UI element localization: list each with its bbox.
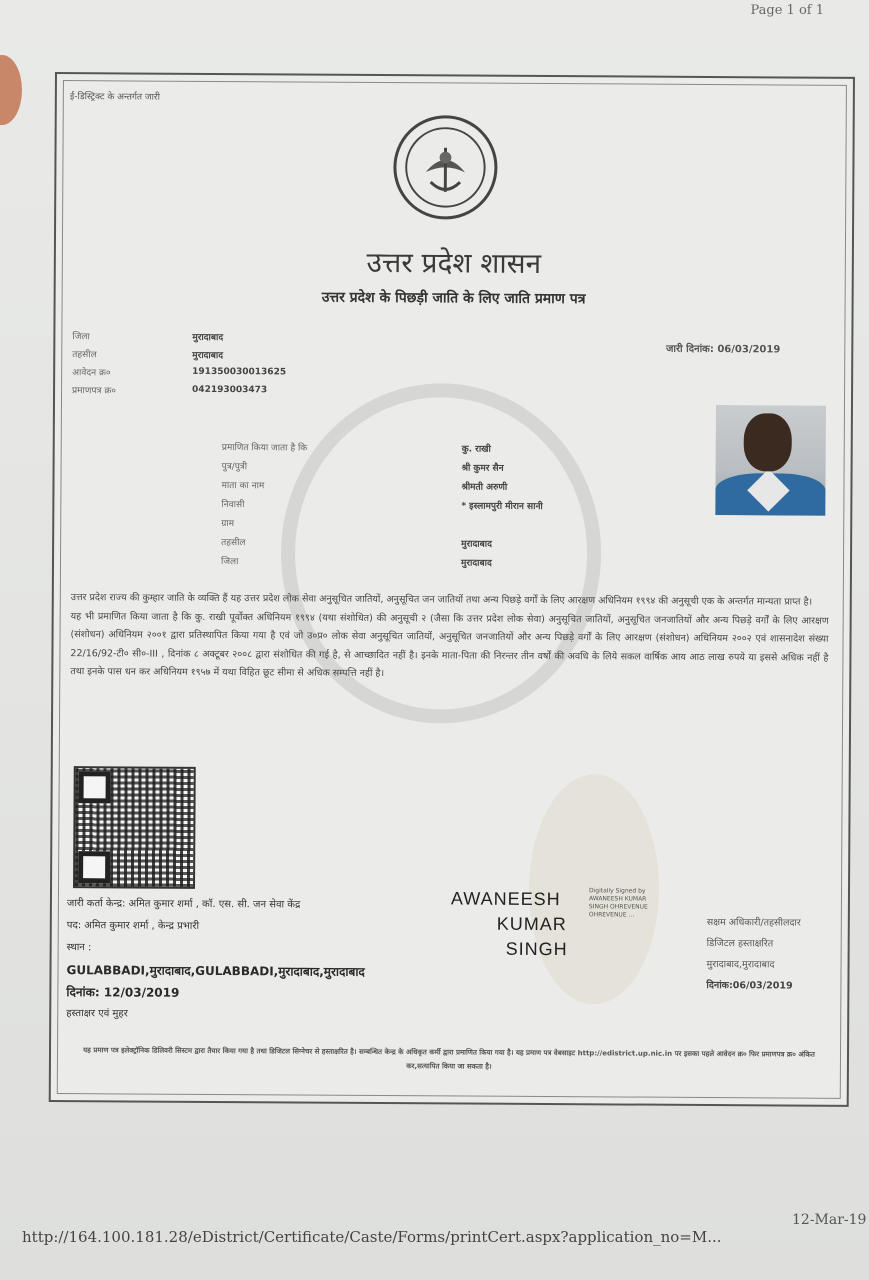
detail-row: माता का नाम श्रीमती अरुणी xyxy=(221,481,508,493)
centre-date: दिनांक: 12/03/2019 xyxy=(66,985,180,1000)
meta-row: तहसील मुरादाबाद xyxy=(72,349,224,361)
issuing-centre-block xyxy=(66,893,365,1027)
issued-under-label: ई-डिस्ट्रिक्ट के अन्तर्गत जारी xyxy=(69,92,161,103)
issue-date: जारी दिनांक: 06/03/2019 xyxy=(665,343,781,356)
meta-row: आवेदन क्र० 191350030013625 xyxy=(72,366,287,378)
government-title: उत्तर प्रदेश शासन xyxy=(366,245,542,280)
up-govt-emblem-icon xyxy=(393,115,498,220)
certificate-title: उत्तर प्रदेश के पिछड़ी जाति के लिए जाति प्रमाण पत्र xyxy=(321,289,586,308)
certificate-body xyxy=(70,589,829,686)
detail-row: तहसील मुरादाबाद xyxy=(221,538,492,550)
detail-row: ग्राम xyxy=(221,519,235,530)
verification-note: यह प्रमाण पत्र इलेक्ट्रॉनिक डिलिवरी सिस्टम द्वारा तैयार किया गया है तथा डिजिटल सिग्नेचर से हस्ताक्षरित है। सम्बन्धित केन्द्र के अधिकृत कर्मी द्वारा प्रमाणित किया गया है। यह प्रमाण पत्र वेबसाइट http://edistrict.up.nic.in पर इसका पहले आवेदन क्र० फिर प्रमाणपत्र क्र० अंकित कर,सत्यापित किया जा सकता है। xyxy=(83,1046,815,1071)
applicant-photo xyxy=(715,405,826,516)
print-date: 12-Mar-19 xyxy=(792,1212,867,1228)
finger-in-photo xyxy=(0,55,22,125)
page-number: Page 1 of 1 xyxy=(750,3,824,18)
certificate xyxy=(49,72,855,1107)
place-label: स्थान : xyxy=(66,942,92,954)
detail-row: पुत्र/पुत्री श्री कुमर सैन xyxy=(221,462,504,474)
detail-row: प्रमाणित किया जाता है कि कु. राखी xyxy=(221,443,491,455)
body-paragraph: यह भी प्रमाणित किया जाता है कि कु. राखी पूर्वोक्त अधिनियम १९९४ (यथा संशोधित) की अनुसूची २ (जैसा कि उत्तर प्रदेश लोक सेवा) अनुसूचित जातियों, अनुसूचित जनजातियों और अन्य पिछड़े वर्गों के लिए आरक्षण (संशोधन) अधिनियम २००१ द्वारा प्रतिस्थापित किया गया है एवं जो उ०प्र० लोक सेवा अनुसूचित जातियों, अनुसूचित जनजातियों और अन्य पिछड़े वर्गों के लिए आरक्षण (संशोधन) अधिनियम २००२ एवं शासनादेश संख्या 22/16/92-टी० सी०-III , दिनांक ८ अक्टूबर २००८ द्वारा संशोधित की गई है, से आच्छादित नहीं है। इनके माता-पिता की निरन्तर तीन वर्षों की अवधि के लिये सकल वार्षिक आय आठ लाख रुपये या इससे अधिक नहीं है तथा इनके पास धन कर अधिनियम १९५७ में यथा विहित छूट सीमा से अधिक सम्पत्ति नहीं है। xyxy=(70,610,829,680)
issuing-centre: जारी कर्ता केन्द्र: अमित कुमार शर्मा , कॉ. एस. सी. जन सेवा केंद्र xyxy=(66,898,301,911)
certificate-border: ई-डिस्ट्रिक्ट के अन्तर्गत जारी उत्तर प्रदेश शासन उत्तर प्रदेश के पिछड़ी जाति के लिए जाति प्रमाण पत्र जिला मुरादाबाद तहसील मुरादाबाद आवेदन क्र० 191350030013625 प्रमाणपत्र क्र० 042193003473 जारी दिनांक: 06/03/2019 प्रमाणित किया जाता है कि कु. राखी पुत्र/पुत्री श्री कुमर सैन माता का नाम श्रीमती अरुणी निवासी * इस्लामपुरी मीरान सानी ग्राम तहसील मुरादाबाद जिला मुरादाबाद उत्तर प्रदेश राज्य की कुम्हार जाति के व्यक्ति हैं यह उत्तर प्रदेश लोक सेवा अनुसूचित जातियों, अनुसूचित जन जातियों तथा अन्य पिछड़े वर्गों के लिए आरक्षण अधिनियम १९९४ की अनुसूची एक के अन्तर्गत मान्यता प्राप्त है। यह भी प्रमाणित किया जाता है कि कु. राखी पूर्वोक्त अधिनियम १९९४ (यथा संशोधित) की अनुसूची २ (जैसा कि उत्तर प्रदेश लोक सेवा) अनुसूचित जातियों, अनुसूचित जनजातियों और अन्य पिछड़े वर्गों के लिए आरक्षण (संशोधन) अधिनियम २००१ द्वारा प्रतिस्थापित किया गया है एवं जो उ०प्र० लोक सेवा अनुसूचित जातियों, अनुसूचित जनजातियों और अन्य पिछड़े वर्गों के लिए आरक्षण (संशोधन) अधिनियम २००२ एवं शासनादेश संख्या 22/16/92-टी० सी०-III , दिनांक ८ अक्टूबर २००८ द्वारा संशोधित की गई है, से आच्छादित नहीं है। इनके माता-पिता की निरन्तर तीन वर्षों की अवधि के लिये सकल वार्षिक आय आठ लाख रुपये या इससे अधिक नहीं है तथा इनके पास धन कर अधिनियम १९५७ में यथा विहित छूट सीमा से अधिक सम्पत्ति नहीं है। जारी कर्ता केन्द्र: अमित कुमार शर्मा , कॉ. एस. सी. जन सेवा केंद्र पद: अमित कुमार शर्मा , केन्द्र प्रभारी स्थान : GULABBADI,मुरादाबाद,GULABBADI,मुरादाबाद,मुरादाबाद दिनांक: 12/03/2019 हस्ताक्षर एवं मुहर AWANEESH KUMAR SINGH Digitally Signed by AWANEESH KUMAR SINGH OHREVENUE OHREVENUE ... सक्षम अधिकारी/तहसीलदार डिजिटल हस्ताक्षरित मुरादाबाद,मुरादाबाद दिनांक:06/03/2019 यह प्रमाण पत्र इलेक्ट्रॉनिक डिलिवरी सिस्टम द्वारा तैयार किया गया है तथा डिजिटल सिग्नेचर से हस्ताक्षरित है। सम्बन्धित केन्द्र के अधिकृत कर्मी द्वारा प्रमाणित किया गया है। यह प्रमाण पत्र वेबसाइट http://edistrict.up.nic.in पर इसका पहले आवेदन क्र० फिर प्रमाणपत्र क्र० अंकित कर,सत्यापित किया जा सकता है। xyxy=(57,80,847,1099)
detail-row: निवासी * इस्लामपुरी मीरान सानी xyxy=(221,500,543,512)
certificate-meta xyxy=(72,326,286,399)
meta-row: प्रमाणपत्र क्र० 042193003473 xyxy=(72,384,268,396)
print-url: http://164.100.181.28/eDistrict/Certificate/Caste/Forms/printCert.aspx?application_no=M... xyxy=(22,1228,722,1246)
applicant-details xyxy=(221,437,543,572)
designation: पद: अमित कुमार शर्मा , केन्द्र प्रभारी xyxy=(66,920,200,932)
detail-row: जिला मुरादाबाद xyxy=(220,557,492,569)
meta-row: जिला मुरादाबाद xyxy=(72,331,224,343)
sign-stamp-label: हस्ताक्षर एवं मुहर xyxy=(66,1008,128,1020)
body-paragraph: उत्तर प्रदेश राज्य की कुम्हार जाति के व्यक्ति हैं यह उत्तर प्रदेश लोक सेवा अनुसूचित जातियों, अनुसूचित जन जातियों तथा अन्य पिछड़े वर्गों के लिए आरक्षण अधिनियम १९९४ की अनुसूची एक के अन्तर्गत मान्यता प्राप्त है। xyxy=(70,592,813,608)
place-value: GULABBADI,मुरादाबाद,GULABBADI,मुरादाबाद,मुरादाबाद xyxy=(66,963,365,979)
competent-authority-block: सक्षम अधिकारी/तहसीलदार डिजिटल हस्ताक्षरित मुरादाबाद,मुरादाबाद दिनांक:06/03/2019 xyxy=(706,916,801,992)
digital-signature-text: Digitally Signed by AWANEESH KUMAR SINGH OHREVENUE OHREVENUE ... xyxy=(588,887,648,919)
qr-code-icon xyxy=(73,766,196,889)
